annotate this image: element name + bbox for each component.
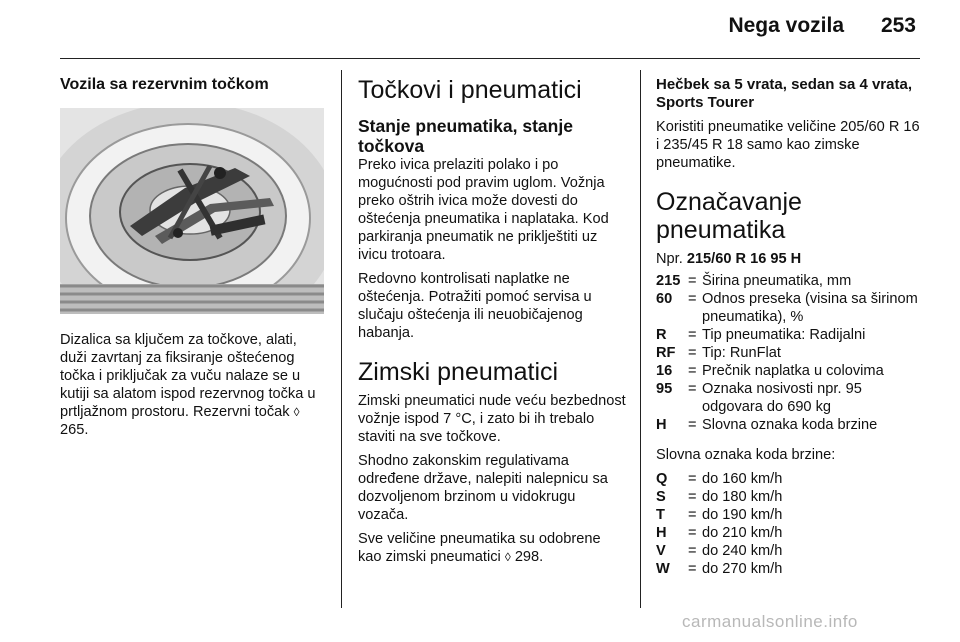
paragraph-curbs: Preko ivica prelaziti polako i po mogućnosti pod pravim uglom. Vožnja preko oštrih ivica može dovesti do oštećenja pneumatika i naplataka. Kod parkiranja pneumatik ne priklještiti uz ivicu trotoara.: [358, 157, 609, 263]
definition-desc: do 190 km/h: [702, 507, 783, 523]
ref-arrow-icon: ◊: [504, 550, 511, 564]
definition-desc: do 210 km/h: [702, 525, 783, 541]
speed-code-intro: Slovna oznaka koda brzine:: [656, 447, 836, 463]
definition-eq: =: [688, 489, 697, 505]
definition-code: RF: [656, 345, 676, 361]
definition-row: [656, 272, 924, 290]
section-title-tyre-marking: Označavanje pneumatika: [656, 188, 802, 244]
definition-code: 95: [656, 381, 673, 397]
definition-eq: =: [688, 327, 697, 343]
running-header-title: Nega vozila: [728, 14, 844, 37]
definition-desc: do 180 km/h: [702, 489, 783, 505]
definition-code: W: [656, 561, 670, 577]
column-divider-1: [341, 70, 342, 608]
definition-eq: =: [688, 543, 697, 559]
section-title-winter-tyres: Zimski pneumatici: [358, 358, 559, 386]
definition-row: [656, 542, 782, 560]
definition-eq: =: [688, 291, 697, 307]
definition-row: [656, 506, 782, 524]
paragraph-check-rims: Redovno kontrolisati naplatke ne oštećenja. Potražiti pomoć servisa u slučaju oštećenja ili neuobičajenog habanja.: [358, 271, 592, 341]
speed-code-table: [656, 470, 782, 578]
subheading-tyre-condition: Stanje pneumatika, stanje točkova: [358, 116, 573, 156]
watermark: carmanualsonline.info: [682, 612, 858, 631]
paragraph-approved-sizes: Sve veličine pneumatika su odobrene kao zimski pneumatici ◊ 298.: [358, 531, 601, 565]
ref-arrow-icon: ◊: [293, 405, 300, 419]
definition-desc: Odnos preseka (visina sa širinom pneumatika), %: [702, 291, 918, 325]
chapter-title-wheels: Točkovi i pneumatici: [358, 76, 582, 104]
definition-desc: do 240 km/h: [702, 543, 783, 559]
column-divider-2: [640, 70, 641, 608]
definition-code: 16: [656, 363, 673, 379]
paragraph-speed-sticker: Shodno zakonskim regulativama određene države, nalepiti nalepnicu sa dozvoljenom brzinom u vidokrugu vozača.: [358, 453, 608, 523]
definition-code: R: [656, 327, 667, 343]
definition-eq: =: [688, 525, 697, 541]
header-rule: [60, 58, 920, 59]
definition-eq: =: [688, 471, 697, 487]
definition-code: H: [656, 525, 667, 541]
column-left: [60, 76, 326, 445]
section-heading-spare-wheel: Vozila sa rezervnim točkom: [60, 76, 269, 93]
tyre-marking-example: Npr. 215/60 R 16 95 H: [656, 251, 802, 267]
definition-row: [656, 380, 924, 416]
definition-code: H: [656, 417, 667, 433]
definition-code: S: [656, 489, 666, 505]
column-right: [656, 76, 924, 578]
definition-desc: do 160 km/h: [702, 471, 783, 487]
definition-eq: =: [688, 561, 697, 577]
definition-code: Q: [656, 471, 668, 487]
definition-desc: Slovna oznaka koda brzine: [702, 417, 878, 433]
definition-desc: Tip pneumatika: Radijalni: [702, 327, 866, 343]
definition-row: [656, 344, 924, 362]
definition-eq: =: [688, 345, 697, 361]
tyre-marking-definitions: [656, 272, 924, 434]
definition-code: 215: [656, 273, 681, 289]
definition-code: T: [656, 507, 665, 523]
definition-desc: Oznaka nosivosti npr. 95 odgovara do 690 kg: [702, 381, 862, 415]
definition-row: [656, 326, 924, 344]
definition-row: [656, 362, 924, 380]
definition-eq: =: [688, 363, 697, 379]
definition-eq: =: [688, 507, 697, 523]
definition-row: [656, 470, 782, 488]
spare-wheel-caption: Dizalica sa ključem za točkove, alati, duži zavrtanj za fiksiranje oštećenog točka i priključak za vuču nalaze se u kutiji sa alatom ispod rezervnog točka u prtljažnom prostoru. Rezervni točak ◊ 265.: [60, 332, 316, 438]
definition-desc: Tip: RunFlat: [702, 345, 781, 361]
definition-desc: do 270 km/h: [702, 561, 783, 577]
paragraph-tyre-sizes: Koristiti pneumatike veličine 205/60 R 16 i 235/45 R 18 samo kao zimske pneumatike.: [656, 119, 920, 171]
definition-eq: =: [688, 417, 697, 433]
definition-code: V: [656, 543, 666, 559]
definition-row: [656, 416, 924, 434]
definition-eq: =: [688, 381, 697, 397]
page-number: 253: [880, 14, 916, 37]
definition-row: [656, 290, 924, 326]
definition-desc: Širina pneumatika, mm: [702, 273, 852, 289]
definition-row: [656, 524, 782, 542]
spare-wheel-photo: [60, 108, 324, 314]
definition-desc: Prečnik naplatka u colovima: [702, 363, 884, 379]
definition-code: 60: [656, 291, 673, 307]
paragraph-winter-safety: Zimski pneumatici nude veću bezbednost vožnje ispod 7 °C, i zato bi ih trebalo staviti na sve točkove.: [358, 393, 626, 445]
definition-row: [656, 560, 782, 578]
definition-eq: =: [688, 273, 697, 289]
subheading-body-styles: Hečbek sa 5 vrata, sedan sa 4 vrata, Sports Tourer: [656, 76, 912, 111]
column-middle: [358, 76, 626, 572]
definition-row: [656, 488, 782, 506]
